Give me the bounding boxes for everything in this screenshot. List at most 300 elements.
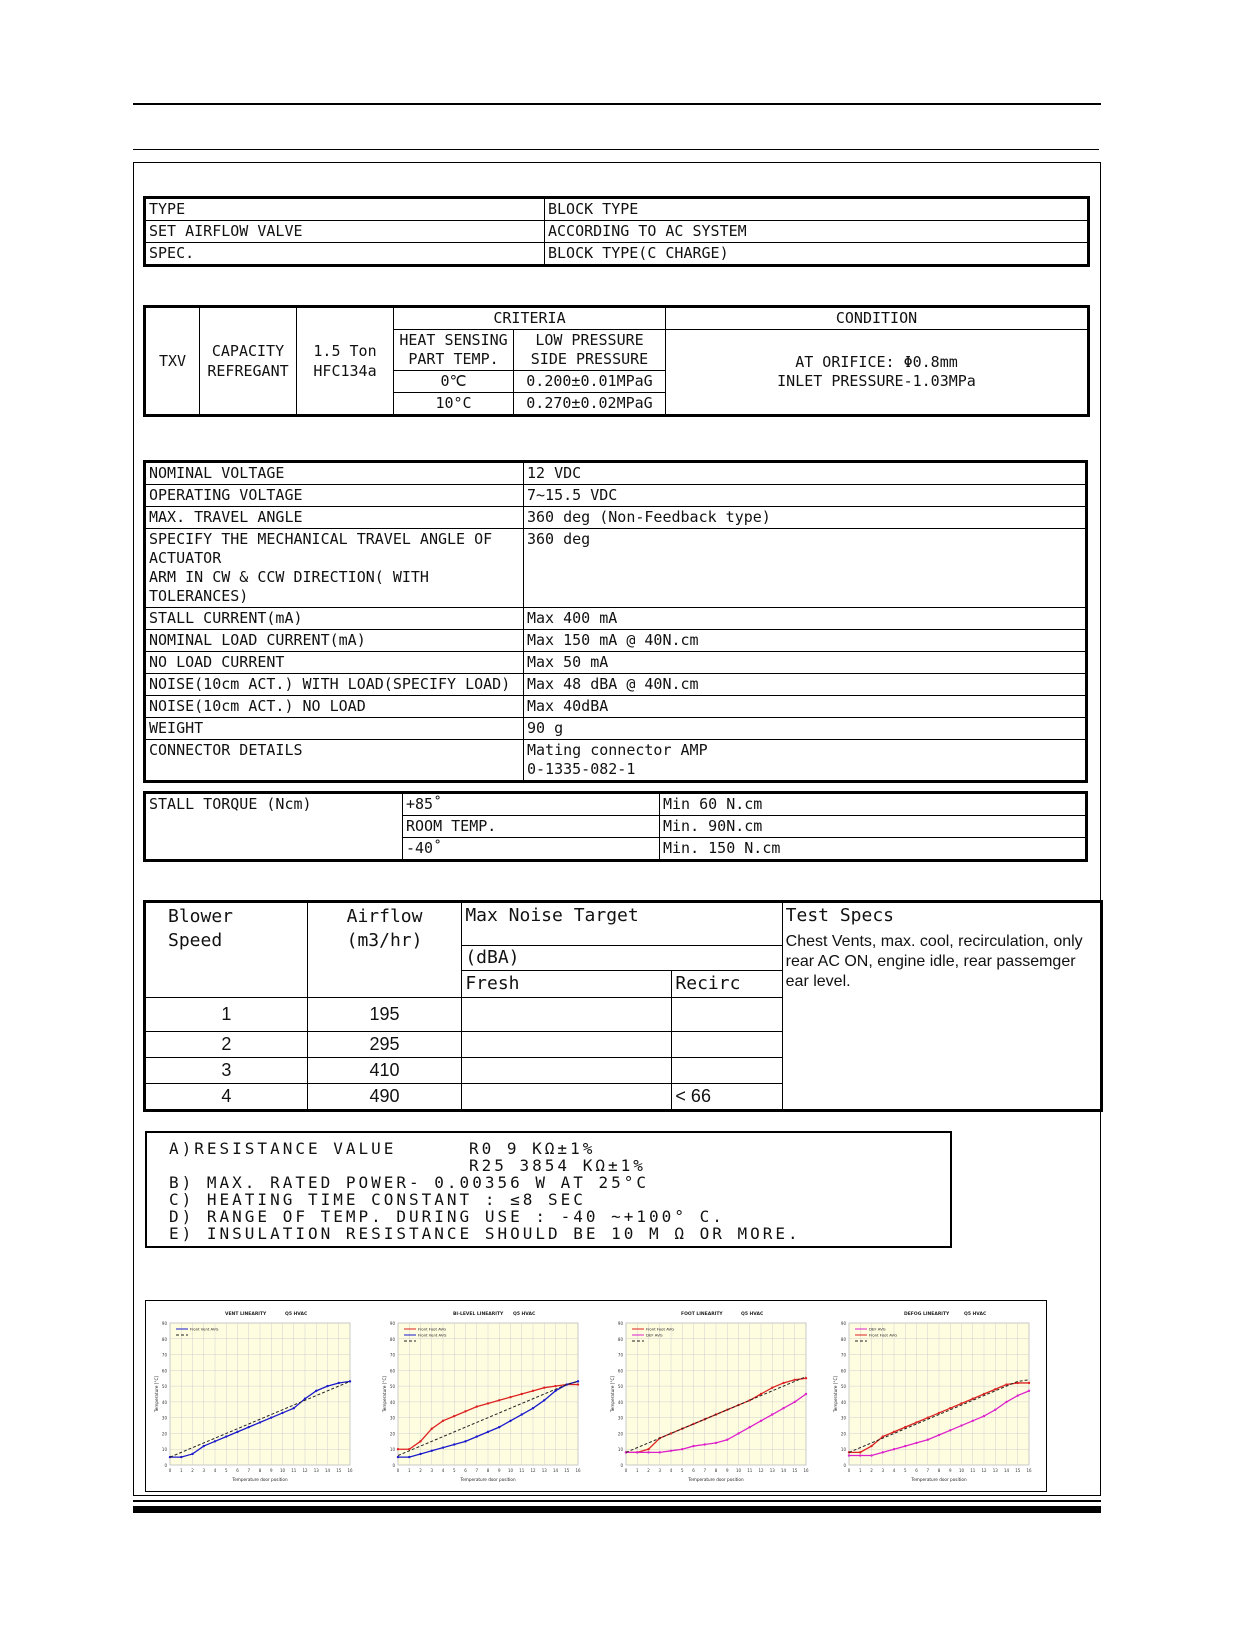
x-tick-label: 14 [1003,1468,1010,1473]
chart-svg [150,1305,362,1487]
airflow-2: 295 [307,1032,462,1058]
x-axis-label: Temperature door position [232,1477,288,1482]
data-point [972,1420,974,1422]
x-tick-label: 5 [903,1468,907,1473]
data-point [453,1415,455,1417]
y-tick-label: 80 [617,1336,623,1342]
x-tick-label: 8 [258,1468,262,1473]
data-point [915,1421,917,1423]
data-point [927,1439,929,1441]
resistance-line-b: B) MAX. RATED POWER- 0.00356 W AT 25°C [169,1173,650,1192]
actuator-spec-value: 90 g [524,718,1086,740]
speed-2: 2 [146,1032,308,1058]
x-tick-label: 3 [430,1468,434,1473]
x-tick-label: 13 [313,1468,319,1473]
data-point [749,1426,751,1428]
speed-1: 1 [146,998,308,1032]
header-rule [133,149,1099,150]
heat-sensing-header [394,330,514,371]
x-tick-label: 0 [396,1468,400,1473]
data-point [904,1445,906,1447]
actuator-table [145,462,1086,781]
data-point [794,1401,796,1403]
data-point [870,1445,872,1447]
legend-label: Front Foot AVG [869,1332,898,1338]
table-row [146,608,1086,630]
resistance-line-e: E) INSULATION RESISTANCE SHOULD BE 10 M Ω OR MORE. [169,1224,801,1243]
data-point [180,1456,182,1458]
resistance-line-d: D) RANGE OF TEMP. DURING USE : -40 ~+100° C. [169,1207,725,1226]
capacity-value-cell [297,308,394,415]
data-point [636,1451,638,1453]
condition-line1: AT ORIFICE: Φ0.8mm [795,353,958,371]
torque-value-cold: Min. 150 N.cm [660,838,1086,860]
x-tick-label: 7 [247,1468,251,1473]
capacity-refregant-cell [200,308,297,415]
temp-0: 0℃ [394,371,514,393]
x-tick-label: 9 [948,1468,952,1473]
y-tick-label: 70 [617,1352,623,1358]
chart-svg [829,1305,1041,1487]
y-tick-label: 90 [617,1321,623,1326]
x-tick-label: 10 [279,1468,286,1473]
data-point [442,1420,444,1422]
data-point [805,1377,807,1379]
fresh-4 [462,1084,672,1110]
heat-sensing-line2: PART TEMP. [408,350,499,368]
x-tick-label: 3 [202,1468,206,1473]
refregant-label: REFREGANT [207,362,289,380]
x-tick-label: 16 [1026,1468,1032,1473]
x-tick-label: 0 [168,1468,172,1473]
data-point [782,1382,784,1384]
actuator-spec-label: MAX. TRAVEL ANGLE [146,507,524,529]
chart-title: FOOT LINEARITY [681,1312,723,1317]
actuator-spec-label: NOMINAL LOAD CURRENT(mA) [146,630,524,652]
data-point [915,1442,917,1444]
data-point [577,1383,579,1385]
x-axis-label: Temperature door position [911,1477,967,1482]
resistance-r0: R0 9 KΩ±1% [469,1139,596,1158]
condition-header: CONDITION [666,308,1088,330]
table-row [146,740,1086,781]
x-tick-label: 10 [958,1468,965,1473]
y-tick-label: 60 [389,1368,395,1374]
data-point [938,1434,940,1436]
actuator-spec-value: Max 40dBA [524,696,1086,718]
data-point [349,1380,351,1382]
type-spec-table [145,198,1088,265]
low-pressure-line2: SIDE PRESSURE [530,350,649,368]
test-specs-text: Chest Vents, max. cool, recirculation, only rear AC ON, engine idle, rear passemger ear level. [785,933,1083,990]
data-point [214,1440,216,1442]
y-tick-label: 90 [389,1321,395,1326]
torque-value-room: Min. 90N.cm [660,816,1086,838]
x-tick-label: 4 [669,1468,673,1473]
y-axis-label: Temperature [°C] [833,1375,838,1413]
x-tick-label: 7 [703,1468,707,1473]
y-tick-label: 10 [161,1447,167,1453]
x-tick-label: 11 [291,1468,297,1473]
data-point [225,1435,227,1437]
x-tick-label: 14 [552,1468,559,1473]
actuator-spec-value: Max 150 mA @ 40N.cm [524,630,1086,652]
x-tick-label: 12 [981,1468,987,1473]
y-tick-label: 0 [164,1463,167,1468]
x-tick-label: 0 [847,1468,851,1473]
y-tick-label: 10 [617,1447,623,1453]
x-tick-label: 2 [191,1468,194,1473]
temp-10: 10°C [394,393,514,415]
data-point [859,1454,861,1456]
actuator-spec-value: Mating connector AMP 0-1335-082-1 [524,740,1086,781]
table-row [146,463,1086,485]
x-tick-label: 16 [803,1468,809,1473]
torque-cond-cold: -40˚ [403,838,660,860]
data-point [270,1416,272,1418]
table-row [146,221,1088,243]
data-point [476,1405,478,1407]
x-tick-label: 3 [658,1468,662,1473]
x-tick-label: 11 [519,1468,525,1473]
data-point [670,1450,672,1452]
x-tick-label: 8 [937,1468,941,1473]
x-tick-label: 6 [915,1468,918,1473]
x-tick-label: 7 [926,1468,930,1473]
y-tick-label: 30 [840,1415,846,1421]
data-point [532,1407,534,1409]
bilevel-linearity-chart [378,1305,590,1487]
pressure-10: 0.270±0.02MPaG [514,393,666,415]
capacity-value: 1.5 Ton [313,342,377,360]
recirc-1 [672,998,782,1032]
torque-cond-room: ROOM TEMP. [403,816,660,838]
y-tick-label: 50 [617,1384,623,1390]
x-tick-label: 11 [747,1468,753,1473]
y-tick-label: 0 [392,1463,395,1468]
data-point [794,1379,796,1381]
defog-linearity-chart [829,1305,1041,1487]
actuator-spec-value: 12 VDC [524,463,1086,485]
data-point [431,1428,433,1430]
data-point [983,1415,985,1417]
x-axis-label: Temperature door position [460,1477,516,1482]
stall-torque-table [145,793,1086,860]
actuator-spec-value: Max 48 dBA @ 40N.cm [524,674,1086,696]
data-point [408,1456,410,1458]
y-tick-label: 70 [389,1352,395,1358]
airflow-valve-label: SET AIRFLOW VALVE [146,221,545,243]
x-tick-label: 15 [564,1468,570,1473]
data-point [476,1435,478,1437]
y-tick-label: 80 [161,1336,167,1342]
data-point [771,1413,773,1415]
condition-cell [666,330,1088,415]
data-point [647,1448,649,1450]
x-tick-label: 2 [870,1468,873,1473]
x-tick-label: 1 [407,1468,411,1473]
refregant-value: HFC134a [313,362,377,380]
top-rule [133,103,1101,105]
data-point [1028,1382,1030,1384]
y-tick-label: 40 [161,1399,167,1405]
table-row [146,903,1101,946]
x-tick-label: 0 [624,1468,628,1473]
x-tick-label: 6 [236,1468,239,1473]
data-point [419,1453,421,1455]
data-point [554,1390,556,1392]
x-tick-label: 4 [892,1468,896,1473]
data-point [509,1396,511,1398]
y-tick-label: 20 [389,1431,395,1437]
data-point [554,1385,556,1387]
dba-header: (dBA) [462,946,782,971]
chart-subtitle: Q5 HVAC [964,1312,987,1317]
x-tick-label: 11 [970,1468,976,1473]
x-tick-label: 7 [475,1468,479,1473]
data-point [281,1412,283,1414]
data-point [453,1443,455,1445]
x-tick-label: 15 [1015,1468,1021,1473]
actuator-spec-value: Max 400 mA [524,608,1086,630]
chart-subtitle: Q5 HVAC [513,1312,536,1317]
y-axis-label: Temperature [°C] [610,1375,615,1413]
y-tick-label: 60 [161,1368,167,1374]
y-axis-label: Temperature [°C] [154,1375,159,1413]
airflow-3: 410 [307,1058,462,1084]
fresh-3 [462,1058,672,1084]
data-point [870,1454,872,1456]
data-point [647,1451,649,1453]
x-tick-label: 2 [419,1468,422,1473]
legend-label: Front Foot AVG [646,1326,675,1332]
data-point [397,1448,399,1450]
y-tick-label: 10 [840,1447,846,1453]
table-row [146,718,1086,740]
data-point [692,1445,694,1447]
table-row [146,652,1086,674]
data-point [704,1443,706,1445]
x-tick-label: 1 [635,1468,639,1473]
data-point [464,1440,466,1442]
stall-torque-label: STALL TORQUE (Ncm) [146,794,403,860]
data-point [191,1453,193,1455]
x-tick-label: 9 [269,1468,273,1473]
data-point [464,1410,466,1412]
foot-linearity-chart [606,1305,818,1487]
txv-cell: TXV [146,308,200,415]
data-point [431,1450,433,1452]
x-tick-label: 14 [324,1468,331,1473]
data-point [994,1409,996,1411]
test-specs-title: Test Specs [785,905,895,926]
data-point [848,1454,850,1456]
y-tick-label: 60 [617,1368,623,1374]
x-tick-label: 1 [858,1468,862,1473]
x-tick-label: 9 [725,1468,729,1473]
actuator-spec-label: NOISE(10cm ACT.) WITH LOAD(SPECIFY LOAD) [146,674,524,696]
chart-svg [378,1305,590,1487]
actuator-spec-label: SPECIFY THE MECHANICAL TRAVEL ANGLE OF ACTUATOR ARM IN CW & CCW DIRECTION( WITH TOLERANCES) [146,529,524,608]
y-tick-label: 70 [161,1352,167,1358]
condition-line2: INLET PRESSURE-1.03MPa [777,372,976,390]
x-tick-label: 10 [735,1468,742,1473]
data-point [203,1445,205,1447]
x-tick-label: 2 [647,1468,650,1473]
speed-4: 4 [146,1084,308,1110]
data-point [1028,1390,1030,1392]
actuator-spec-label: STALL CURRENT(mA) [146,608,524,630]
legend-label: Front Vent AVG [190,1326,219,1332]
max-noise-header: Max Noise Target [462,903,782,946]
table-row [146,674,1086,696]
y-tick-label: 30 [161,1415,167,1421]
recirc-3 [672,1058,782,1084]
x-tick-label: 8 [714,1468,718,1473]
airflow-4: 490 [307,1084,462,1110]
data-point [259,1421,261,1423]
low-pressure-header [514,330,666,371]
x-tick-label: 15 [336,1468,342,1473]
fresh-1 [462,998,672,1032]
airflow-header: Airflow (m3/hr) [307,903,462,998]
y-tick-label: 10 [389,1447,395,1453]
data-point [715,1442,717,1444]
data-point [949,1429,951,1431]
x-tick-label: 6 [464,1468,467,1473]
data-point [236,1431,238,1433]
table-row [146,794,1086,816]
data-point [442,1446,444,1448]
resistance-line-a: A)RESISTANCE VALUE [169,1139,397,1158]
data-point [543,1399,545,1401]
legend-label: Front Foot AVG [418,1326,447,1332]
y-tick-label: 50 [389,1384,395,1390]
y-tick-label: 0 [843,1463,846,1468]
x-tick-label: 3 [881,1468,885,1473]
y-axis-label: Temperature [°C] [382,1375,387,1413]
txv-table [145,307,1088,415]
recirc-header: Recirc [672,971,782,998]
data-point [760,1420,762,1422]
data-point [771,1386,773,1388]
criteria-header: CRITERIA [394,308,666,330]
actuator-spec-label: NOISE(10cm ACT.) NO LOAD [146,696,524,718]
y-tick-label: 40 [617,1399,623,1405]
actuator-spec-label: NO LOAD CURRENT [146,652,524,674]
chart-subtitle: Q5 HVAC [741,1312,764,1317]
x-tick-label: 6 [692,1468,695,1473]
x-tick-label: 13 [992,1468,998,1473]
data-point [419,1440,421,1442]
x-tick-label: 8 [486,1468,490,1473]
x-tick-label: 9 [497,1468,501,1473]
x-tick-label: 12 [302,1468,308,1473]
data-point [960,1424,962,1426]
resistance-spec-box [145,1131,952,1248]
data-point [543,1386,545,1388]
y-tick-label: 20 [161,1431,167,1437]
legend-label: Front Vent AVG [418,1332,447,1338]
pressure-0: 0.200±0.01MPaG [514,371,666,393]
data-point [326,1385,328,1387]
test-specs-cell [782,903,1100,1110]
bottom-rule-thick [133,1506,1101,1513]
x-tick-label: 16 [575,1468,581,1473]
chart-svg [606,1305,818,1487]
y-tick-label: 20 [840,1431,846,1437]
y-tick-label: 60 [840,1368,846,1374]
blower-noise-table [145,902,1101,1110]
y-tick-label: 20 [617,1431,623,1437]
x-tick-label: 13 [541,1468,547,1473]
data-point [487,1402,489,1404]
data-point [681,1448,683,1450]
y-tick-label: 80 [840,1336,846,1342]
actuator-spec-label: WEIGHT [146,718,524,740]
spec-value: BLOCK TYPE(C CHARGE) [545,243,1088,265]
x-tick-label: 5 [452,1468,456,1473]
data-point [408,1448,410,1450]
y-tick-label: 30 [389,1415,395,1421]
data-point [487,1431,489,1433]
x-tick-label: 4 [213,1468,217,1473]
x-tick-label: 5 [224,1468,228,1473]
x-tick-label: 14 [780,1468,787,1473]
y-tick-label: 50 [840,1384,846,1390]
table-row [146,308,1088,330]
table-row [146,199,1088,221]
data-point [338,1382,340,1384]
spec-label: SPEC. [146,243,545,265]
y-tick-label: 40 [840,1399,846,1405]
chart-title: DEFOG LINEARITY [904,1312,950,1317]
y-tick-label: 80 [389,1336,395,1342]
x-axis-label: Temperature door position [688,1477,744,1482]
torque-cond-hot: +85˚ [403,794,660,816]
actuator-spec-value: 7~15.5 VDC [524,485,1086,507]
torque-value-hot: Min 60 N.cm [660,794,1086,816]
data-point [397,1456,399,1458]
table-row [146,485,1086,507]
data-point [521,1413,523,1415]
data-point [509,1420,511,1422]
y-tick-label: 50 [161,1384,167,1390]
chart-title: BI-LEVEL LINEARITY [453,1312,504,1317]
y-tick-label: 0 [620,1463,623,1468]
data-point [521,1393,523,1395]
legend-label: DEF AVG [646,1332,663,1338]
data-point [859,1451,861,1453]
x-tick-label: 1 [179,1468,183,1473]
actuator-spec-label: OPERATING VOLTAGE [146,485,524,507]
recirc-4: < 66 [672,1084,782,1110]
airflow-1: 195 [307,998,462,1032]
data-point [805,1393,807,1395]
type-value: BLOCK TYPE [545,199,1088,221]
resistance-r25: R25 3854 KΩ±1% [469,1156,646,1175]
bottom-rule-thin [133,1500,1101,1502]
actuator-spec-value: 360 deg (Non-Feedback type) [524,507,1086,529]
y-tick-label: 30 [617,1415,623,1421]
actuator-spec-value: Max 50 mA [524,652,1086,674]
x-tick-label: 5 [680,1468,684,1473]
capacity-label: CAPACITY [211,342,285,360]
data-point [498,1399,500,1401]
data-point [248,1426,250,1428]
heat-sensing-line1: HEAT SENSING [399,331,508,349]
data-point [315,1390,317,1392]
